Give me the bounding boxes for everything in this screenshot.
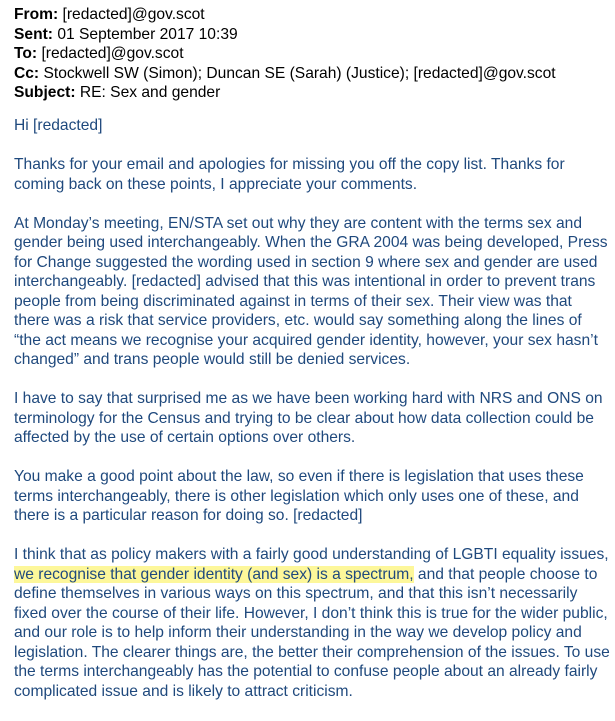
to-label: To: — [14, 45, 38, 62]
paragraph-5-start: I think that as policy makers with a fairly good understanding of LGBTI equality issues, — [14, 546, 609, 563]
email-body — [14, 116, 610, 721]
paragraph-5 — [14, 545, 610, 701]
subject-row — [14, 83, 556, 103]
cc-label: Cc: — [14, 64, 40, 82]
cc-value: Stockwell SW (Simon); Duncan SE (Sarah) (Justice); [redacted]@gov.scot — [43, 64, 556, 82]
sent-value: 01 September 2017 10:39 — [57, 25, 238, 43]
from-value: [redacted]@gov.scot — [62, 6, 205, 23]
paragraph-5-end: and that people choose to define themselves in various ways on this spectrum, and that this isn’t necessarily fixed over the course of their life. However, I don’t think this is true for the wider public, and our role is to help inform their understanding in the way we develop policy and legislation. The clearer things are, the better their comprehension of the issues. To use the terms interchangeably has the potential to confuse people about an already fairly complicated issue and is likely to attract criticism. — [14, 565, 610, 700]
paragraph-2: At Monday’s meeting, EN/STA set out why they are content with the terms sex and gender being used interchangeably. When the GRA 2004 was being developed, Press for Change suggested the wording used in section 9 where sex and gender are used interchangeably. [redacted] advised that this was intentional in order to prevent trans people from being discriminated against in terms of their sex. Their view was that there was a risk that service providers, etc. would say something along the lines of “the act means we recognise your acquired gender identity, however, your sex hasn’t changed” and trans people would still be denied services. — [14, 214, 608, 368]
paragraph-1: Thanks for your email and apologies for missing you off the copy list. Thanks for coming back on these points, I appreciate your comments. — [14, 156, 565, 193]
from-label: From: — [14, 6, 59, 23]
paragraph-4: You make a good point about the law, so even if there is legislation that uses these terms interchangeably, there is other legislation which only uses one of these, and there is a particular reason for doing so. [redacted] — [14, 468, 584, 524]
email-header — [14, 5, 556, 103]
from-row — [14, 5, 556, 25]
sent-label: Sent: — [14, 25, 53, 43]
sent-row — [14, 25, 556, 45]
to-row — [14, 44, 556, 64]
greeting: Hi [redacted] — [14, 117, 103, 134]
to-value: [redacted]@gov.scot — [41, 45, 184, 62]
highlighted-text: we recognise that gender identity (and sex) is a spectrum, — [14, 565, 414, 583]
cc-row — [14, 64, 556, 84]
subject-value: RE: Sex and gender — [79, 84, 221, 101]
subject-label: Subject: — [14, 84, 76, 101]
paragraph-3: I have to say that surprised me as we have been working hard with NRS and ONS on terminology for the Census and trying to be clear about how data collection could be affected by the use of certain options over others. — [14, 390, 603, 446]
